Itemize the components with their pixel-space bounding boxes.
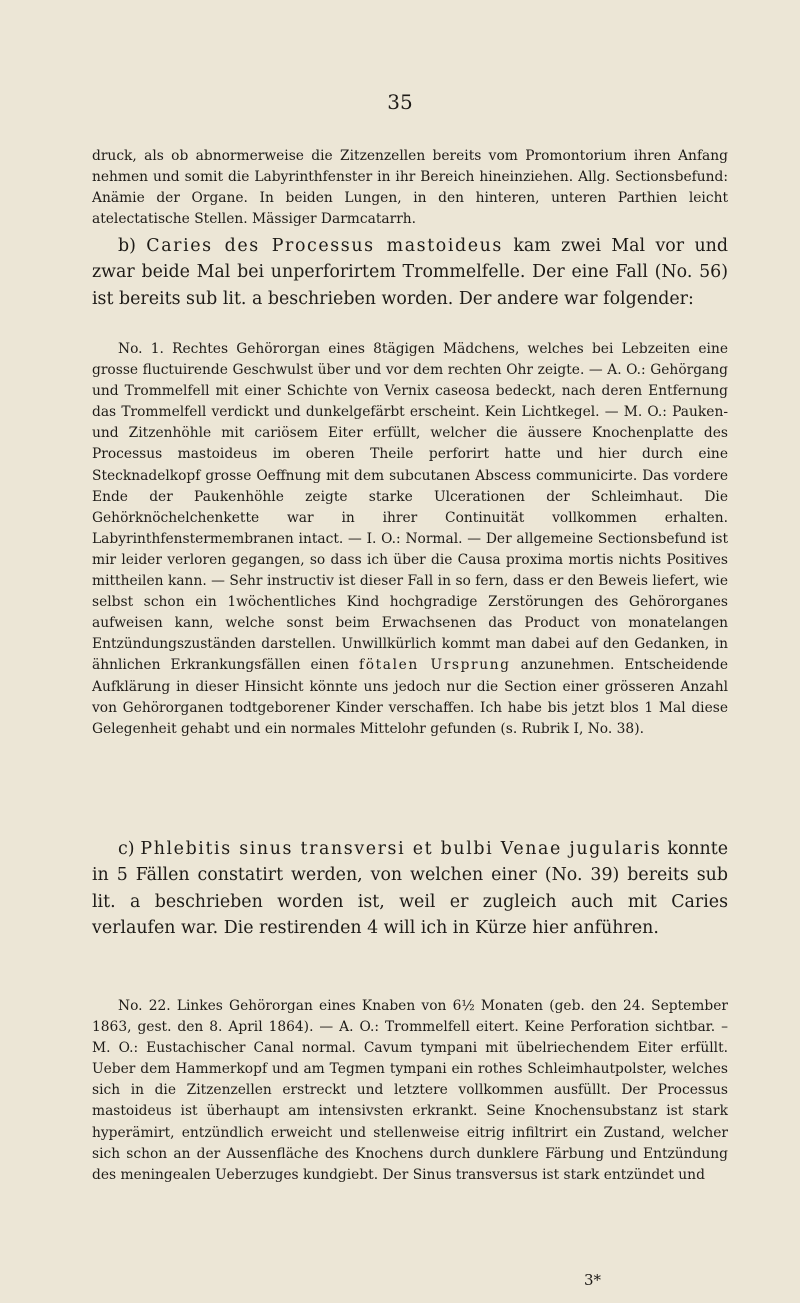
case-1-paragraph xyxy=(92,339,728,740)
signature-mark: 3* xyxy=(584,1271,602,1289)
paragraph-text: druck, als ob abnormerweise die Zitzenzellen bereits vom Promontorium ihren Anfang nehmen und somit die Labyrinthfenster in ihr Bereich hineinziehen. Allg. Sectionsbefund: Anämie der Organe. In beiden Lungen, in den hinteren, unteren Parthien leicht atelectatische Stellen. Mässiger Darmcatarrh. xyxy=(92,148,728,228)
section-c-heading xyxy=(92,836,728,941)
case-22-paragraph: No. 22. Linkes Gehörorgan eines Knaben von 6½ Monaten (geb. den 24. September 1863, gest. den 8. April 1864). — A. O.: Trommelfell eitert. Keine Perforation sichtbar. – M. O.: Eustachischer Canal normal. Cavum tympani mit übelriechendem Eiter erfüllt. Ueber dem Hammerkopf und am Tegmen tympani ein rothes Schleimhautpolster, welches sich in die Zitzenzellen erstreckt und letztere vollkommen ausfüllt. Der Processus mastoideus ist überhaupt am intensivsten erkrankt. Seine Knochensubstanz ist stark hyperämirt, entzündlich erweicht und stellenweise eitrig infiltrirt ein Zustand, welcher sich schon an der Aussenfläche des Knochens durch dunklere Färbung und Entzündung des meningealen Ueberzuges kundgiebt. Der Sinus transversus ist stark entzündet und xyxy=(92,998,728,1183)
case-1-emphasis: fötalen Ursprung xyxy=(359,657,511,674)
section-c-text: konnte in 5 Fällen constatirt werden, von welchen einer (No. 39) bereits sub lit. a beschrieben worden ist, weil er zugleich auch mit Caries verlaufen war. Die restirenden 4 will ich in Kürze hier anführen. xyxy=(92,839,729,938)
section-c-paragraph xyxy=(92,836,728,941)
section-b-label: b) xyxy=(118,236,136,256)
section-c-title: Phlebitis sinus transversi et bulbi Venae jugularis xyxy=(140,839,662,859)
case-1-conclusion: anzunehmen. Entscheidende Aufklärung in dieser Hinsicht könnte uns jedoch nur die Section einer grösseren Anzahl von Gehörorganen todtgeborener Kinder verschaffen. Ich habe bis jetzt blos 1 Mal diese Gelegenheit gehabt und ein normales Mittelohr gefunden (s. Rubrik I, No. 38). xyxy=(92,657,729,737)
section-b-paragraph xyxy=(92,233,728,312)
section-b-text: kam zwei Mal vor und zwar beide Mal bei unperforirtem Trommelfelle. Der eine Fall (No. 56) ist bereits sub lit. a beschrieben worden. Der andere war folgender: xyxy=(92,236,728,309)
continued-paragraph xyxy=(92,146,728,230)
case-1-text: No. 1. Rechtes Gehörorgan eines 8tägigen Mädchens, welches bei Lebzeiten eine grosse fluctuirende Geschwulst über und vor dem rechten Ohr zeigte. — A. O.: Gehörgang und Trommelfell mit einer Schichte von Vernix caseosa bedeckt, nach deren Entfernung das Trommelfell verdickt und dunkelgefärbt erscheint. Kein Lichtkegel. — M. O.: Pauken- und Zitzenhöhle mit cariösem Eiter erfüllt, welcher die äussere Knochenplatte des Processus mastoideus im oberen Theile perforirt hatte und hier durch eine Stecknadelkopf grosse Oeffnung mit dem subcutanen Abscess communicirte. Das vordere Ende der Paukenhöhle zeigte starke Ulcerationen der Schleimhaut. Die Gehörknöchelchenkette war in ihrer Continuität vollkommen erhalten. Labyrinthfenstermembranen intact. — I. O.: Normal. — Der allgemeine Sectionsbefund ist mir leider verloren gegangen, so dass ich über die Causa proxima mortis nichts Positives mittheilen kann. — Sehr instructiv ist dieser Fall in so fern, dass er den Beweis liefert, wie selbst schon ein 1wöchentliches Kind hochgradige Zerstörungen des Gehörorganes aufweisen kann, welche sonst beim Erwachsenen das Product von monatelangen Entzündungszuständen darstellen. Unwillkürlich kommt man dabei auf den Gedanken, in ähnlichen Erkrankungsfällen einen xyxy=(92,341,728,674)
section-c-label: c) xyxy=(118,839,135,859)
case-22-block xyxy=(92,996,728,1186)
page-number: 35 xyxy=(387,90,413,114)
case-1-block xyxy=(92,339,728,740)
section-b-heading xyxy=(92,233,728,312)
section-b-title: Caries des Processus mastoideus xyxy=(146,236,503,256)
